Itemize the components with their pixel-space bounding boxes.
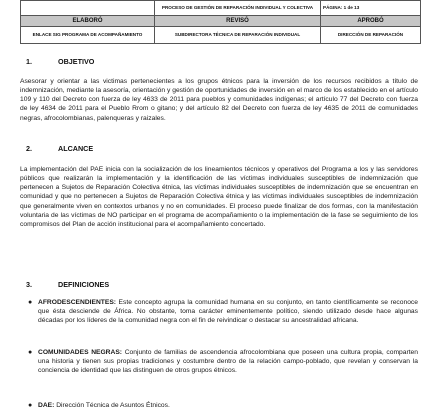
definition-term: COMUNIDADES NEGRAS: [38, 349, 123, 356]
header-value-reviso: SUBDIRECTORA TÉCNICA DE REPARACIÓN INDIVIDUAL [155, 27, 321, 44]
bullet-icon: ● [28, 349, 33, 356]
definition-text: Conjunto de familias de ascendencia afrocolombiana que poseen una cultura propia, comparten una historia y tienen sus propias tradiciones y costumbre dentro de la relación campo-poblado, que revelan y conservan la conciencia de identidad que las distinguen de otros grupos étnicos. [38, 349, 418, 375]
document-header-table [20, 0, 421, 44]
section-number: 2. [26, 144, 32, 153]
bullet-icon: ● [28, 402, 33, 409]
objetivo-paragraph: Asesorar y orientar a las victimas pertenecientes a los grupos étnicos para la inversión de los recursos recibidos a título de indemnización, mediante la asesoría, orientación y gestión de oportunidades de inversión en el marco de los establecido en el artículo 109 y 110 del Decreto con fuerza de ley 4633 de 2011 para pueblos y comunidades indígenas; el artículo 77 del Decreto con fuerza de ley 4634 de 2011 para el Pueblo Rrom o gitano; y del artículo 82 del Decreto con fuerza de ley 4635 de 2011 de comunidades negras, afrocolombianas, palenqueras y raizales. [20, 78, 418, 122]
section-heading-objetivo [20, 57, 94, 66]
section-heading-definiciones [20, 280, 109, 289]
header-role-reviso: REVISÓ [155, 16, 321, 27]
header-page-cell: PÁGINA: 1 de 13 [321, 1, 421, 16]
definition-term: DAE: [38, 402, 55, 409]
header-role-aprobo: APROBÓ [321, 16, 421, 27]
header-value-aprobo: DIRECCIÓN DE REPARACIÓN [321, 27, 421, 44]
definition-term: AFRODESCENDIENTES: [38, 299, 117, 306]
section-title: ALCANCE [58, 144, 94, 153]
bullet-icon: ● [28, 299, 33, 306]
section-number: 1. [26, 57, 32, 66]
section-heading-alcance [20, 144, 93, 153]
header-role-elaboro: ELABORÓ [21, 16, 155, 27]
header-logo-cell [21, 1, 155, 16]
section-number: 3. [26, 280, 32, 289]
section-title: DEFINICIONES [58, 280, 110, 289]
header-process-cell: PROCESO DE GESTIÓN DE REPARACIÓN INDIVIDUAL Y COLECTIVA [155, 1, 321, 16]
section-title: OBJETIVO [58, 57, 95, 66]
definition-text: Este concepto agrupa la comunidad humana en su conjunto, en tanto científicamente se reconoce que ésta desciende de África. No obstante, toma carácter eminentemente político, siendo utilizado desde hace algunas décadas por los líderes de la comunidad negra con el fin de reivindicar o destacar su ancestralidad africana. [38, 299, 418, 325]
definition-item [28, 298, 418, 325]
alcance-paragraph: La implementación del PAE inicia con la socialización de los lineamientos técnicos y operativos del Programa a los y las servidores públicos que realizarán la implementación y la identificación de las víctimas individuales susceptibles de indemnización que pertenecen a Sujetos de Reparación Colectiva étnica, las víctimas individuales susceptibles de indemnización que se encuentran en comunidad y que no pertenecen a Sujetos de Reparación Colectiva étnica y las víctimas individuales susceptibles de indemnización que generalmente viven en contextos urbanos y no en comunidades. El proceso puede finalizar de dos formas, con la manifestación voluntaria de las víctimas de NO participar en el programa de acompañamiento o la implementación de la fase se seguimiento de los compromisos del Plan de acción institucional para el acompañamiento concertado. [20, 166, 418, 228]
definition-text: Dirección Técnica de Asuntos Étnicos. [54, 402, 170, 409]
definition-item [28, 348, 418, 375]
header-value-elaboro: ENLACE SIG PROGRAMA DE ACOMPAÑAMIENTO [21, 27, 155, 44]
definition-item [28, 401, 418, 410]
